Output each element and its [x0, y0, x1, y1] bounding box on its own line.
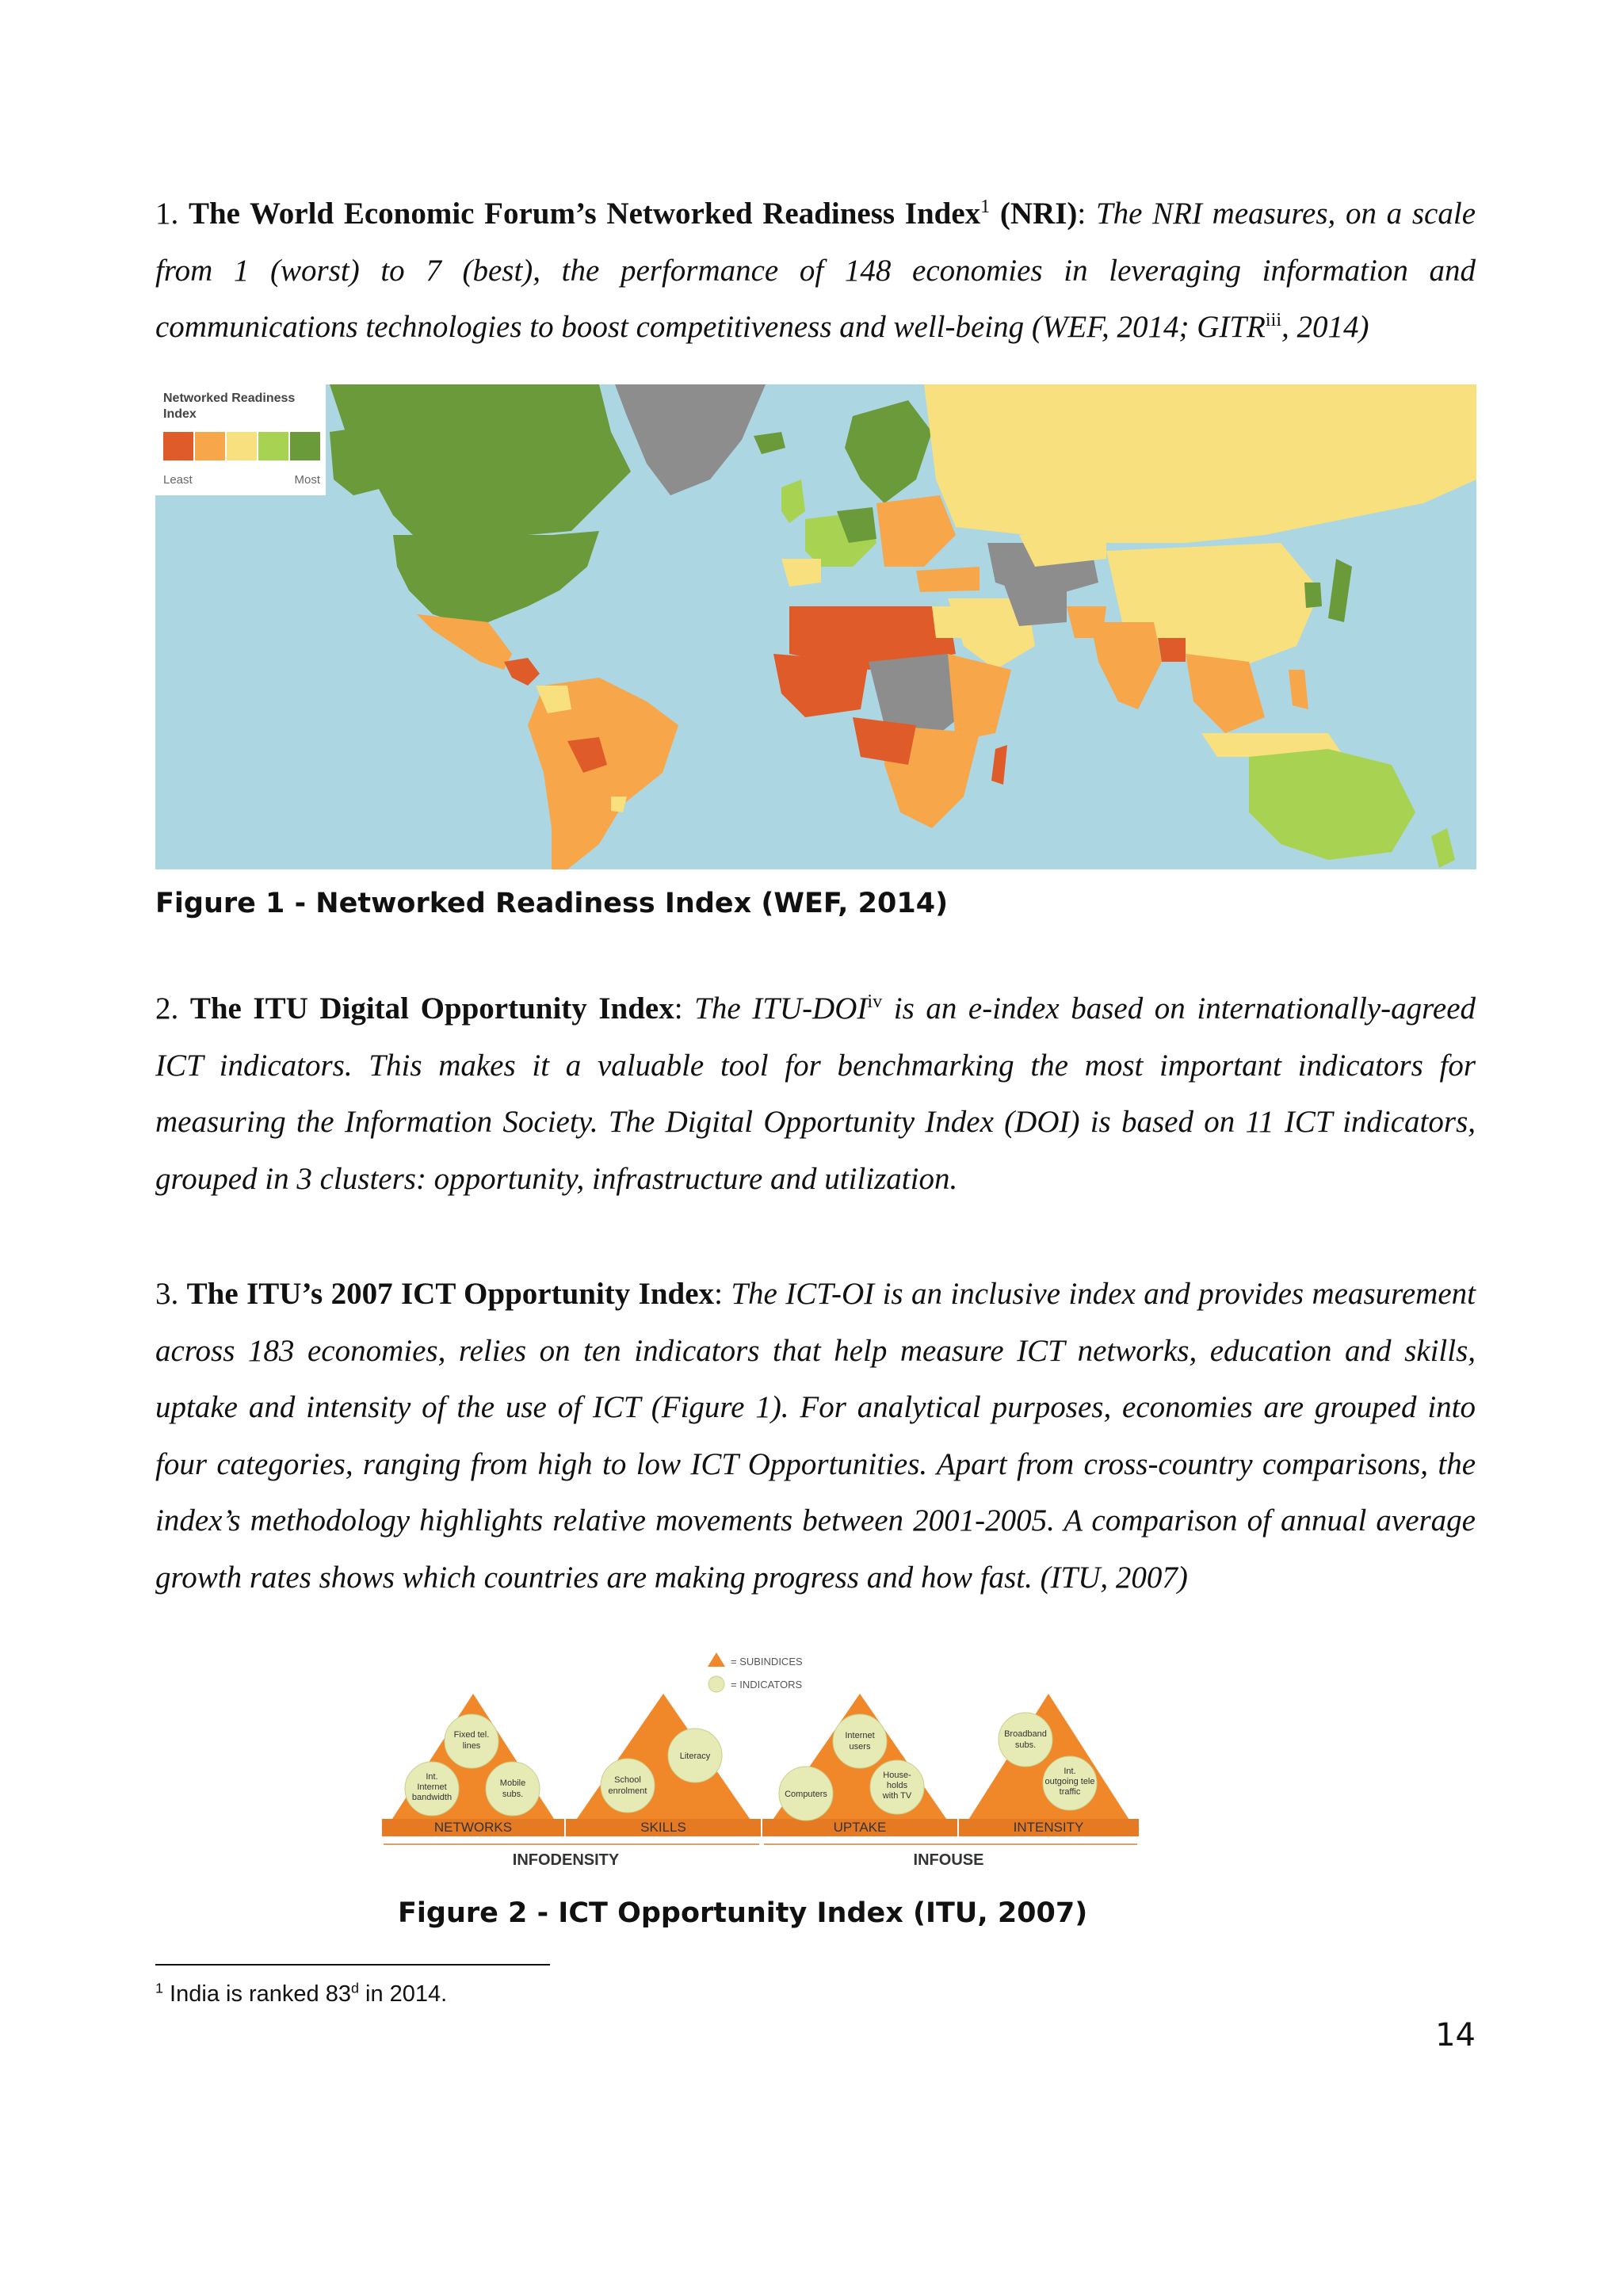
nri-heading: The World Economic Forum’s Networked Readiness Index	[188, 197, 981, 231]
ind-computers: Computers	[785, 1790, 827, 1799]
map-legend-least: Least	[163, 473, 193, 487]
label-skills: SKILLS	[640, 1820, 686, 1835]
label-intensity: INTENSITY	[1013, 1820, 1084, 1835]
footnote	[155, 1981, 447, 2008]
legend-subindices: = SUBINDICES	[731, 1656, 803, 1668]
ind-int-out-3: traffic	[1059, 1787, 1081, 1797]
circle-school-enrolment	[601, 1759, 655, 1813]
map-legend-title-2: Index	[163, 407, 197, 421]
label-uptake: UPTAKE	[833, 1820, 887, 1835]
map-legend-most: Most	[294, 473, 320, 487]
ict-svg	[382, 1652, 1139, 1878]
endnote-ref[interactable]: iii	[1265, 309, 1282, 330]
ind-internet-users-1: Internet	[845, 1731, 875, 1740]
map-svg	[155, 384, 1476, 869]
ind-households-2: holds	[886, 1781, 908, 1790]
ind-internet-users-2: users	[849, 1742, 871, 1752]
ind-int-out-2: outgoing tele	[1044, 1777, 1095, 1786]
ind-households-1: House-	[883, 1771, 911, 1780]
ind-mobile-1: Mobile	[499, 1778, 526, 1788]
legend-swatch-5	[290, 432, 320, 460]
legend-triangle-icon	[708, 1652, 725, 1667]
ind-mobile-2: subs.	[502, 1790, 524, 1799]
legend-swatch-4	[258, 432, 288, 460]
paragraph-ict-oi	[155, 1266, 1476, 1606]
circle-broadband	[999, 1713, 1052, 1767]
land-korea	[1304, 583, 1322, 608]
ind-literacy: Literacy	[679, 1752, 711, 1761]
ind-int-out-1: Int.	[1064, 1767, 1076, 1776]
label-infodensity: INFODENSITY	[512, 1851, 620, 1869]
colon: :	[714, 1277, 731, 1311]
item-number: 3.	[155, 1277, 187, 1311]
legend-swatch-1	[163, 432, 193, 460]
item-number: 1.	[155, 197, 189, 231]
nri-description: The NRI measures, on a scale from 1 (worst) to 7 (best), the performance of 148 economies in leveraging information and communications technologies to boost competitiveness and well-being (WEF, 2014; GITR	[155, 197, 1476, 344]
label-networks: NETWORKS	[433, 1820, 513, 1835]
land-egypt	[932, 606, 972, 638]
nri-abbrev: (NRI)	[990, 197, 1078, 231]
circle-internet-users	[833, 1714, 887, 1768]
ind-int-bw-1: Int.	[426, 1772, 438, 1782]
map-legend-title-1: Networked Readiness	[163, 392, 296, 405]
ind-int-bw-2: Internet	[417, 1782, 447, 1792]
label-infouse: INFOUSE	[913, 1851, 984, 1869]
ind-int-bw-3: bandwidth	[411, 1793, 453, 1802]
ind-fixed-tel-2: lines	[462, 1741, 481, 1751]
ind-broadband-2: subs.	[1014, 1740, 1037, 1750]
figure-1-caption: Figure 1 - Networked Readiness Index (WEF, 2014)	[155, 888, 949, 919]
ict-oi-description: The ICT-OI is an inclusive index and provides measurement across 183 economies, relies on ten indicators that help measure ICT networks, education and skills, uptake and intensity of the use of ICT (Figure 1). For analytical purposes, economies are grouped into four categories, ranging from high to low ICT Opportunities. Apart from cross-country comparisons, the index’s methodology highlights relative movements between 2001-2005. A comparison of annual average growth rates shows which countries are making progress and how fast. (ITU, 2007)	[155, 1277, 1476, 1595]
ind-households-3: with TV	[882, 1791, 912, 1801]
doi-heading: The ITU Digital Opportunity Index	[189, 991, 674, 1026]
figure-2-caption: Figure 2 - ICT Opportunity Index (ITU, 2007)	[398, 1897, 1088, 1929]
doi-description-start: The ITU-DOI	[694, 991, 868, 1026]
footnote-text: India is ranked 83	[163, 1981, 351, 2007]
colon: :	[674, 991, 695, 1026]
ict-oi-heading: The ITU’s 2007 ICT Opportunity Index	[186, 1277, 715, 1311]
circle-mobile-subs	[486, 1762, 540, 1816]
skills-triangle	[566, 1694, 761, 1835]
paragraph-doi	[155, 980, 1476, 1207]
land-turkey	[916, 567, 980, 592]
legend-swatch-2	[195, 432, 225, 460]
doi-description: is an e-index based on internationally-agreed ICT indicators. This makes it a valuable tool for benchmarking the most important indicators for measuring the Information Society. The Digital Opportunity Index (DOI) is based on 11 ICT indicators, grouped in 3 clusters: opportunity, infrastructure and utilization.	[155, 991, 1476, 1196]
endnote-ref[interactable]: iv	[867, 991, 883, 1012]
footnote-ref[interactable]: 1	[980, 196, 991, 217]
ict-oi-diagram	[382, 1652, 1139, 1878]
land-bangladesh	[1158, 638, 1186, 662]
footnote-mark: 1	[155, 1980, 163, 1996]
legend-circle-icon	[708, 1676, 724, 1692]
legend-swatch-3	[227, 432, 257, 460]
page-number: 14	[1435, 2017, 1476, 2053]
ind-fixed-tel-1: Fixed tel.	[453, 1730, 490, 1740]
ind-school-2: enrolment	[608, 1786, 647, 1796]
item-number: 2.	[155, 991, 190, 1026]
legend-indicators: = INDICATORS	[731, 1679, 803, 1690]
footnote-rule	[155, 1964, 550, 1966]
footnote-ordinal: d	[350, 1980, 359, 1996]
ind-broadband-1: Broadband	[1004, 1729, 1047, 1739]
colon: :	[1077, 197, 1096, 231]
paragraph-nri	[155, 185, 1476, 356]
ind-school-1: School	[614, 1775, 641, 1785]
nri-description-end: , 2014)	[1281, 310, 1369, 344]
footnote-text-end: in 2014.	[358, 1981, 448, 2007]
intensity-triangle	[959, 1694, 1139, 1835]
nri-world-map	[155, 384, 1476, 869]
